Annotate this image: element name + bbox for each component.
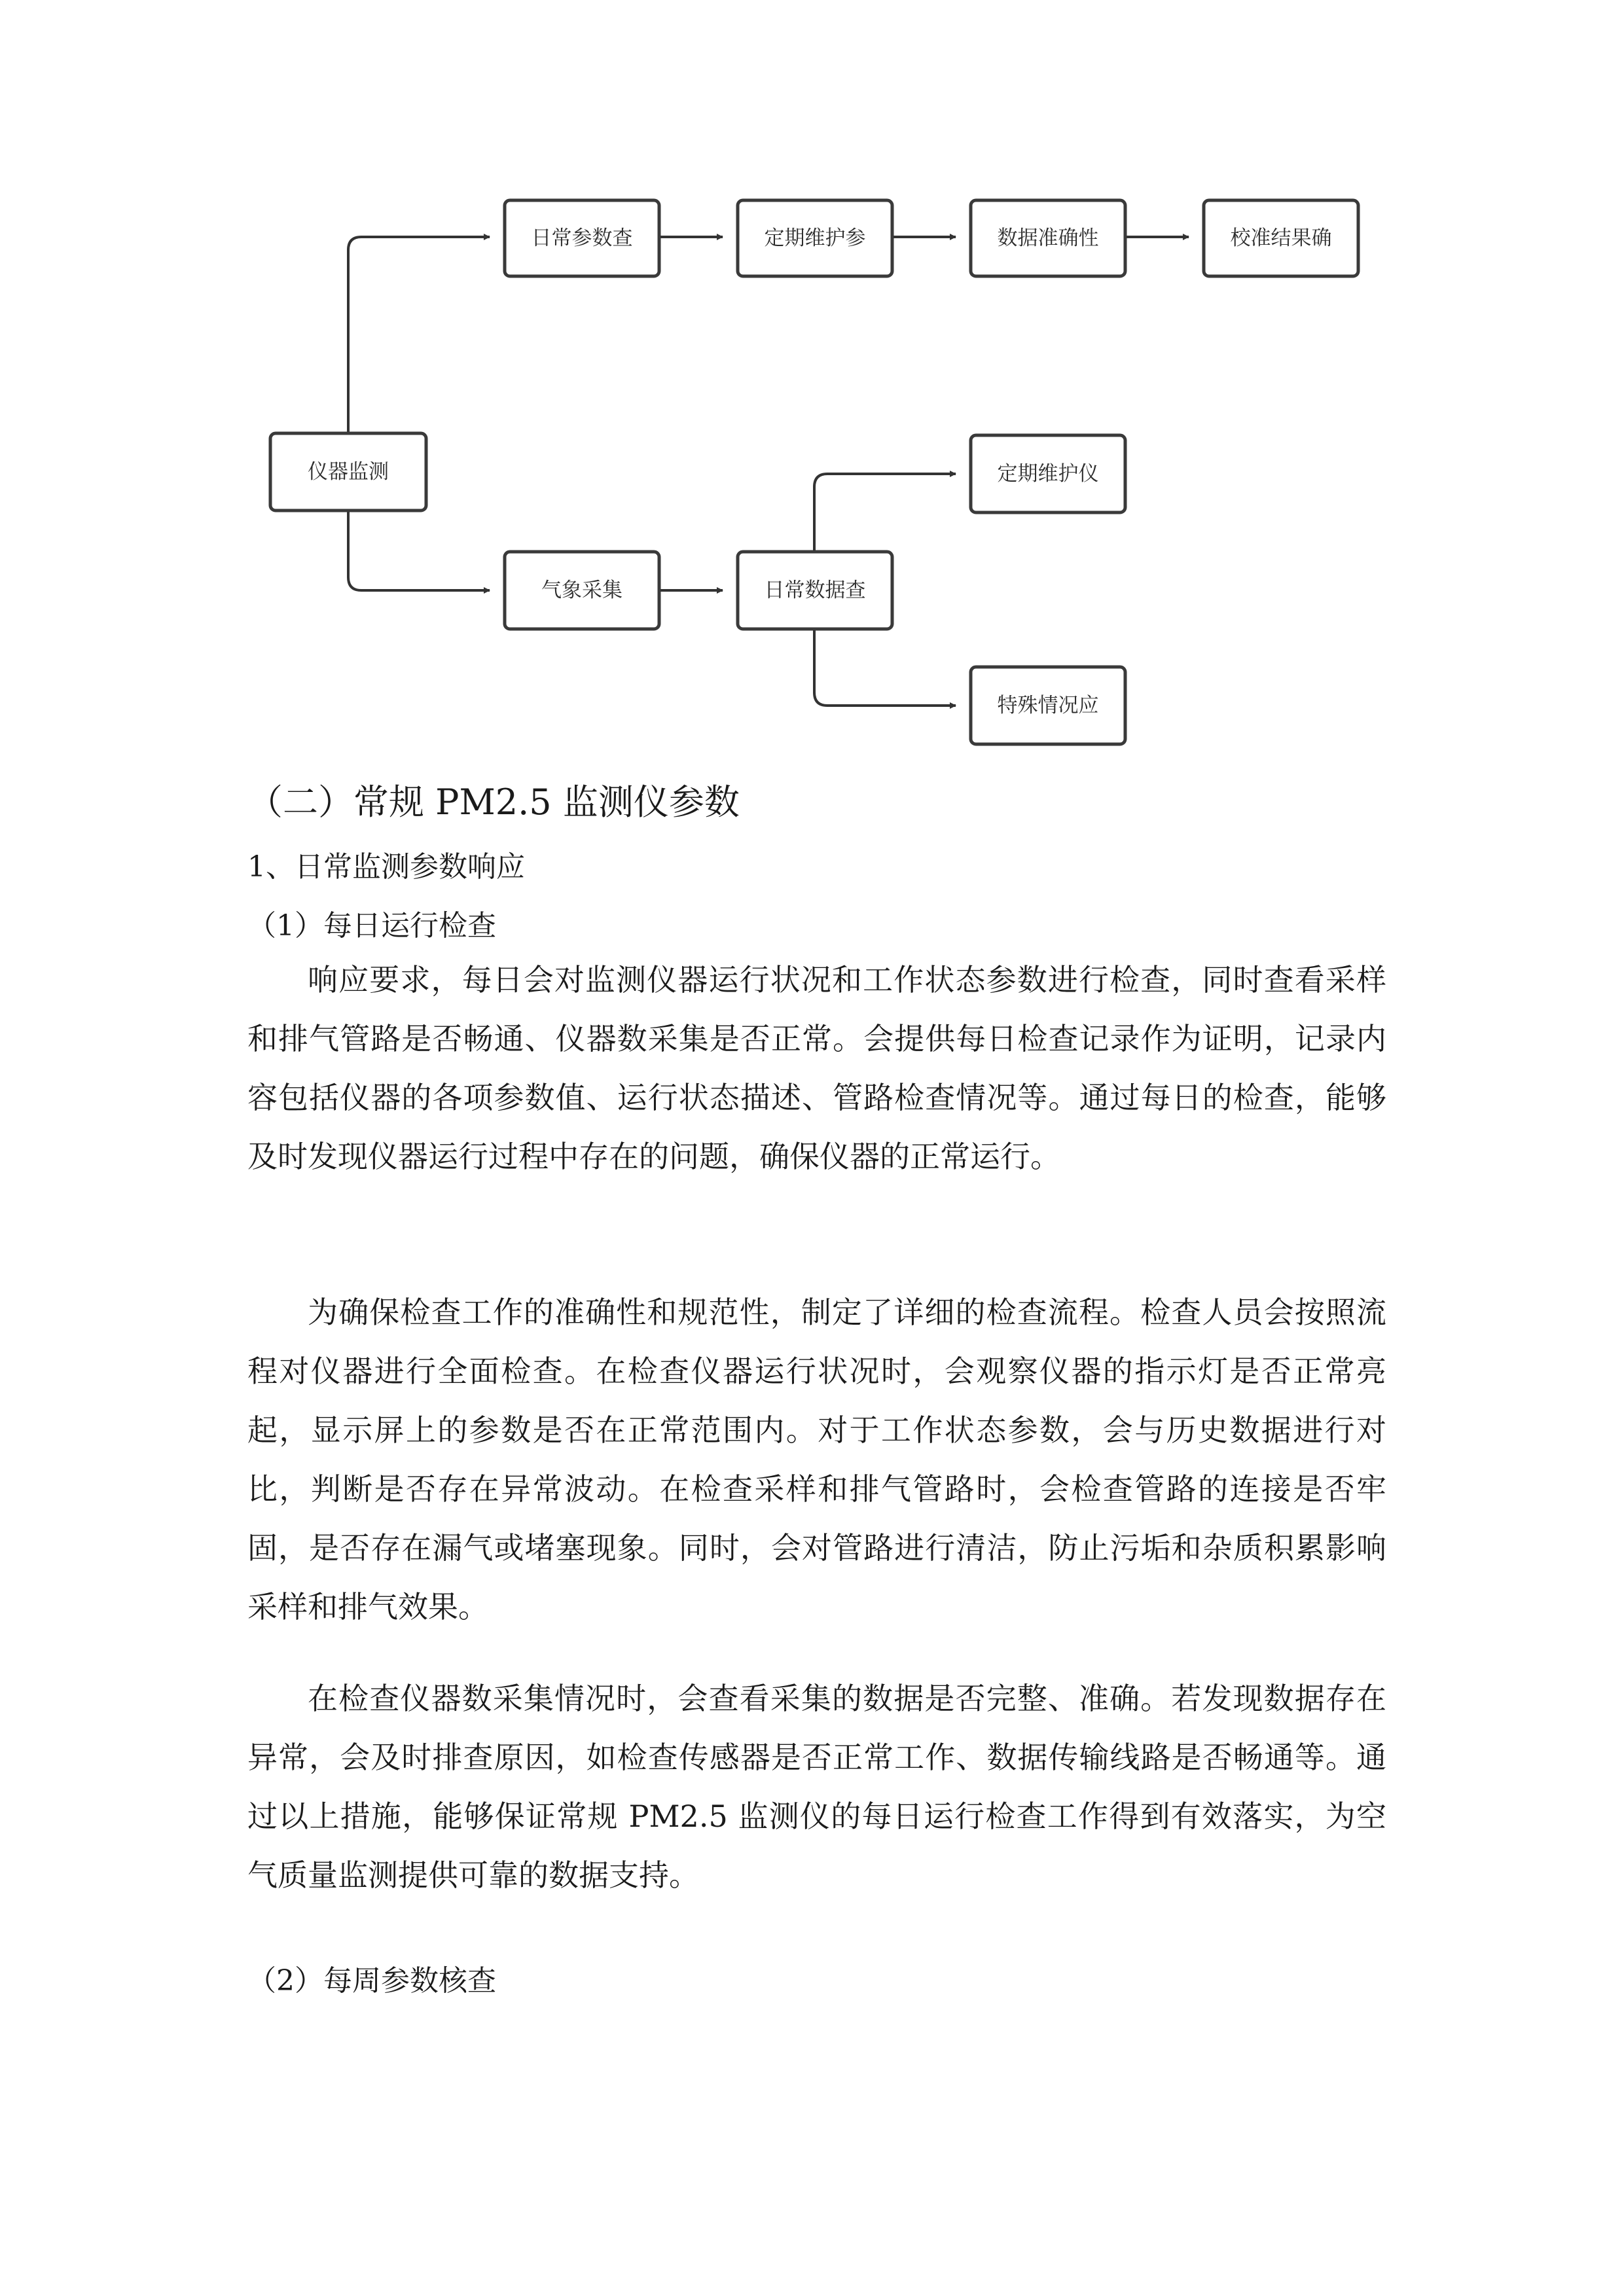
- paragraph-3: 在检查仪器数采集情况时，会查看采集的数据是否完整、准确。若发现数据存在异常，会及时排查原因，如检查传感器是否正常工作、数据传输线路是否畅通等。通过以上措施，能够保证常规 PM2.5 监测仪的每日运行检查工作得到有效落实，为空气质量监测提供可靠的数据支持。: [247, 1681, 1386, 1893]
- flow-node-top-2-label: 定期维护参: [764, 226, 866, 250]
- flow-node-bottom-2: [738, 552, 892, 629]
- subsection-heading-daily-params: 1、日常监测参数响应: [247, 850, 525, 884]
- connector-bottom-2-to-branch-down: [814, 629, 956, 706]
- subsection-heading-weekly-check: （2）每周参数核查: [247, 1964, 496, 1998]
- flow-node-bottom-1: [505, 552, 659, 629]
- connector-bottom-2-to-branch-up: [814, 474, 956, 552]
- subsection-heading-daily-check: （1）每日运行检查: [247, 909, 496, 942]
- connector-root-to-bottom-1: [348, 511, 490, 590]
- section-heading: （二）常规 PM2.5 监测仪参数: [247, 781, 740, 823]
- flow-node-top-1: [505, 200, 659, 276]
- flow-node-top-3: [971, 200, 1125, 276]
- paragraph-2: 为确保检查工作的准确性和规范性，制定了详细的检查流程。检查人员会按照流程对仪器进行全面检查。在检查仪器运行状况时，会观察仪器的指示灯是否正常亮起，显示屏上的参数是否在正常范围内。对于工作状态参数，会与历史数据进行对比，判断是否存在异常波动。在检查采样和排气管路时，会检查管路的连接是否牢固，是否存在漏气或堵塞现象。同时，会对管路进行清洁，防止污垢和杂质积累影响采样和排气效果。: [247, 1295, 1386, 1624]
- flow-node-branch-up: [971, 435, 1125, 512]
- flow-node-root: [270, 433, 426, 511]
- flow-node-root-label: 仪器监测: [308, 460, 389, 484]
- flow-node-bottom-2-label: 日常数据查: [764, 579, 866, 602]
- flow-node-branch-up-label: 定期维护仪: [997, 462, 1099, 486]
- flow-node-top-2: [738, 200, 892, 276]
- flow-node-bottom-1-label: 气象采集: [541, 579, 623, 602]
- flow-node-top-4: [1204, 200, 1358, 276]
- flowchart-diagram: [0, 0, 1624, 759]
- flow-node-top-4-label: 校准结果确: [1230, 226, 1332, 250]
- flow-node-branch-down: [971, 667, 1125, 744]
- flow-node-branch-down-label: 特殊情况应: [997, 694, 1099, 717]
- flow-node-top-3-label: 数据准确性: [997, 226, 1099, 250]
- paragraph-1: 响应要求，每日会对监测仪器运行状况和工作状态参数进行检查，同时查看采样和排气管路是否畅通、仪器数采集是否正常。会提供每日检查记录作为证明，记录内容包括仪器的各项参数值、运行状态描述、管路检查情况等。通过每日的检查，能够及时发现仪器运行过程中存在的问题，确保仪器的正常运行。: [247, 962, 1386, 1174]
- flow-node-top-1-label: 日常参数查: [531, 226, 633, 250]
- connector-root-to-top-1: [348, 237, 490, 433]
